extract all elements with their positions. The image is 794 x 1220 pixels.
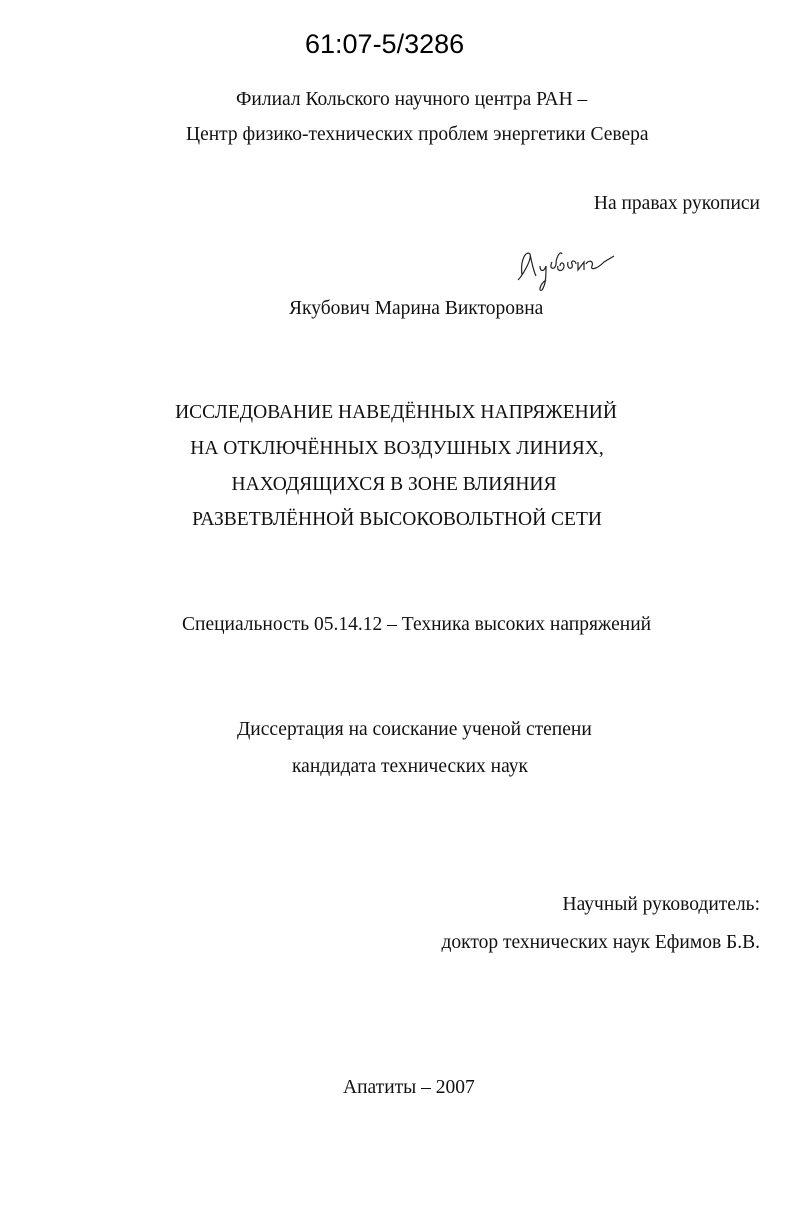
institution-line-1: Филиал Кольского научного центра РАН – (236, 89, 588, 110)
handwritten-signature (512, 240, 622, 300)
catalog-code: 61:07-5/3286 (305, 29, 465, 59)
title-line-4: РАЗВЕТВЛЁННОЙ ВЫСОКОВОЛЬТНОЙ СЕТИ (192, 509, 602, 530)
title-line-3: НАХОДЯЩИХСЯ В ЗОНЕ ВЛИЯНИЯ (231, 474, 557, 495)
title-line-2: НА ОТКЛЮЧЁННЫХ ВОЗДУШНЫХ ЛИНИЯХ, (190, 438, 604, 459)
title-line-1: ИССЛЕДОВАНИЕ НАВЕДЁННЫХ НАПРЯЖЕНИЙ (175, 402, 617, 423)
author-name: Якубович Марина Викторовна (289, 298, 544, 319)
supervisor-label: Научный руководитель: (562, 894, 760, 915)
degree-line-1: Диссертация на соискание ученой степени (237, 719, 592, 740)
specialty: Специальность 05.14.12 – Техника высоких напряжений (182, 614, 652, 635)
place-year: Апатиты – 2007 (343, 1077, 475, 1098)
rights-note: На правах рукописи (593, 193, 760, 214)
institution-line-2: Центр физико-технических проблем энергетики Севера (186, 124, 649, 145)
supervisor-name: доктор технических наук Ефимов Б.В. (441, 932, 760, 953)
degree-line-2: кандидата технических наук (292, 756, 528, 777)
